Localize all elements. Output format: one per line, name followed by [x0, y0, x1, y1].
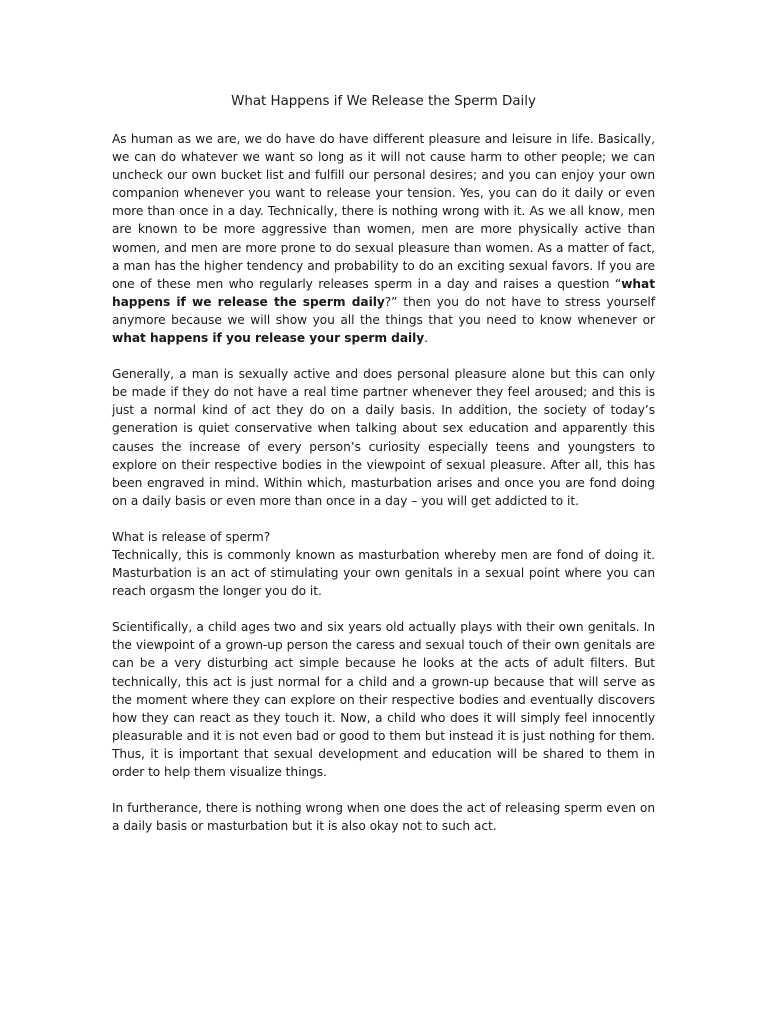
intro-text-c: .: [424, 331, 429, 346]
intro-bold-phrase: what happens if you release your sperm daily: [112, 331, 425, 346]
intro-text-a: As human as we are, we do have do have different pleasure and leisure in life. Basically, we can do whatever we want so long as it will not cause harm to other people; we can uncheck our own bucket list and fulfill our personal desires; and you can enjoy your own companion whenever you want to release your tension. Yes, you can do it daily or even more than once in a day. Technically, there is nothing wrong with it. As we all know, men are known to be more aggressive than women, men are more physically active than women, and men are more prone to do sexual pleasure than women. As a matter of fact, a man has the higher tendency and probability to do an exciting sexual favors. If you are one of these men who regularly releases sperm in a day and raises a question “: [112, 132, 655, 291]
intro-bold-question: what happens if we release the sperm daily: [112, 276, 655, 309]
document-body: [112, 93, 655, 835]
paragraph-generally: Generally, a man is sexually active and does personal pleasure alone but this can only be made if they do not have a real time partner whenever they feel aroused; and this is just a normal kind of act they do on a daily basis. In addition, the society of today’s generation is quiet conservative when talking about sex education and apparently this causes the increase of every person’s curiosity especially teens and youngsters to explore on their respective bodies in the viewpoint of sexual pleasure. After all, this has been engraved in mind. Within which, masturbation arises and once you are fond doing on a daily basis or even more than once in a day – you will get addicted to it.: [112, 367, 655, 508]
section-question: What is release of sperm?: [112, 529, 271, 544]
paragraph-technically: Technically, this is commonly known as masturbation whereby men are fond of doing it. Masturbation is an act of stimulating your own genitals in a sexual point where you can reach orgasm the longer you do it.: [112, 547, 655, 599]
paragraph-scientifically: Scientifically, a child ages two and six years old actually plays with their own genitals. In the viewpoint of a grown-up person the caress and sexual touch of their own genitals are can be a very disturbing act simple because he looks at the acts of adult filters. But technically, this act is just normal for a child and a grown-up because that will serve as the moment where they can explore on their respective bodies and eventually discovers how they can react as they touch it. Now, a child who does it will simply feel innocently pleasurable and it is not even bad or good to them but instead it is just nothing for them. Thus, it is important that sexual development and education will be shared to them in order to help them visualize things.: [112, 620, 655, 779]
page-title: What Happens if We Release the Sperm Daily: [231, 94, 536, 109]
paragraph-furtherance: In furtherance, there is nothing wrong when one does the act of releasing sperm even on a daily basis or masturbation but it is also okay not to such act.: [112, 801, 655, 834]
intro-text-b: ?” then you do not have to stress yourself anymore because we will show you all the things that you need to know whenever or: [112, 294, 655, 327]
paragraph-intro: [112, 130, 655, 347]
